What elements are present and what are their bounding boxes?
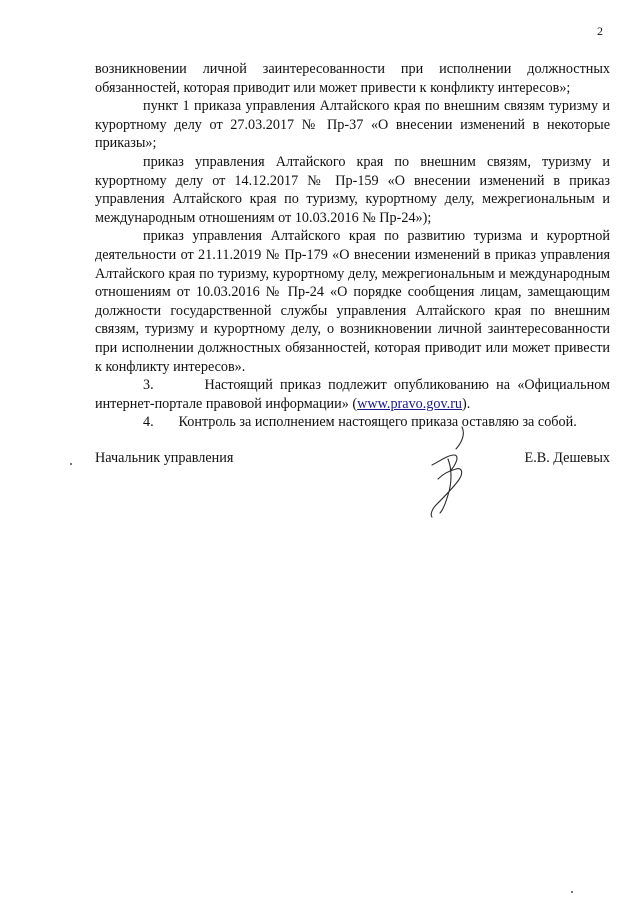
item-3-text-end: ). xyxy=(462,395,471,412)
document-body xyxy=(95,60,610,432)
scan-dot xyxy=(571,891,573,893)
numbered-item-3 xyxy=(95,376,610,413)
numbered-item-4 xyxy=(95,413,610,432)
page-number: 2 xyxy=(597,24,603,38)
item-3-number: 3. xyxy=(143,377,154,394)
pravo-gov-link[interactable]: www.pravo.gov.ru xyxy=(357,395,463,412)
paragraph-item-point-1: пункт 1 приказа управления Алтайского края по внешним связям туризму и курортному делу от 27.03.2017 № Пр-37 «О внесении изменений в некоторые приказы»; xyxy=(95,98,610,152)
paragraph-order-pr-179: приказ управления Алтайского края по развитию туризма и курортной деятельности от 21.11.2019 № Пр-179 «О внесении изменений в приказ управления Алтайского края по туризму, курортному делу, межрегиональным и международным отношениям от 10.03.2016 № Пр-24 «О порядке сообщения лицам, замещающим должности государственной службы управления Алтайского края по внешним связям, туризму и курортному делу, о возникновении личной заинтересованности при исполнении должностных обязанностей, которая приводит или может привести к конфликту интересов». xyxy=(95,228,610,375)
handwritten-signature xyxy=(418,425,480,520)
item-4-number: 4. xyxy=(143,414,154,431)
item-3-text: Настоящий приказ подлежит опубликованию на «Официальном интернет-портале правовой информации» ( xyxy=(95,377,610,412)
signatory-name: Е.В. Дешевых xyxy=(524,450,610,466)
paragraph-continuation: возникновении личной заинтересованности при исполнении должностных обязанностей, которая приводит или может привести к конфликту интересов»; xyxy=(95,61,610,96)
item-4-text: Контроль за исполнением настоящего приказа оставляю за собой. xyxy=(178,414,577,431)
signature-block xyxy=(95,449,610,473)
paragraph-order-pr-159: приказ управления Алтайского края по внешним связям, туризму и курортному делу от 14.12.2017 № Пр-159 «О внесении изменений в приказ управления Алтайского края по туризму, курортному делу, межрегиональным и международным отношениям от 10.03.2016 № Пр-24»); xyxy=(95,153,610,226)
scan-dot xyxy=(70,463,72,465)
signatory-title: Начальник управления xyxy=(95,450,234,466)
